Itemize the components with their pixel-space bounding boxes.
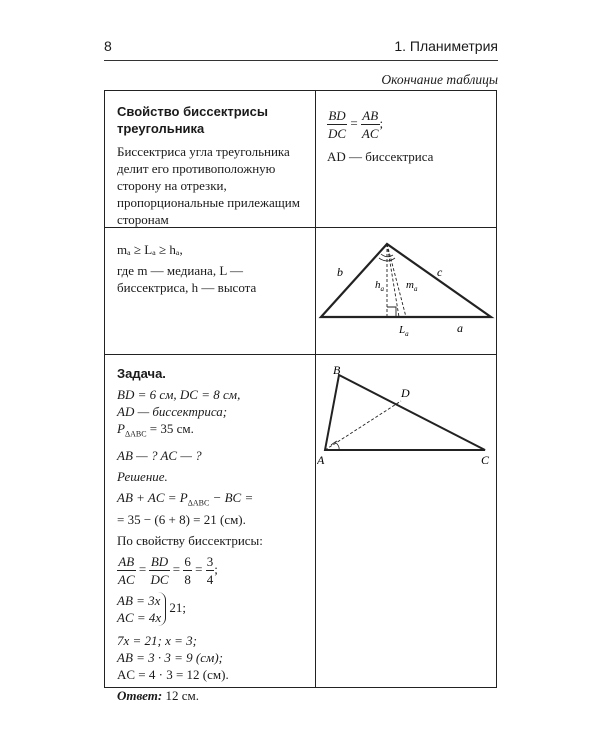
- formula-numerator-ab: AB: [362, 108, 379, 123]
- solution-step-2: = 35 − (6 + 8) = 21 (см).: [117, 512, 246, 528]
- side-c-label: c: [437, 265, 443, 279]
- bisector-label: $L_a$: [399, 324, 409, 338]
- formula-denominator-ac: AC: [361, 126, 379, 141]
- given-line-3: $P_{\Delta ABC} = 35$ см.: [117, 421, 194, 439]
- page-number: 8: [104, 38, 112, 54]
- solution-step-1: AB + AC = $P_{\Delta ABC}$ − BC =: [117, 489, 254, 508]
- chapter-title: 1. Планиметрия: [394, 38, 498, 54]
- table-caption: Окончание таблицы: [381, 72, 498, 87]
- side-a-label: a: [457, 321, 463, 335]
- calc-line-3: AC = 4 · 3 = 12 (см).: [117, 667, 229, 683]
- row2-left-cell: [117, 241, 305, 296]
- row1-right-cell: [327, 107, 487, 165]
- right-angle-mark: [387, 307, 396, 317]
- bisector-formula: [327, 107, 487, 142]
- median-label: $m_a$: [406, 279, 418, 293]
- header-rule: [104, 60, 498, 61]
- side-b-label: b: [337, 265, 343, 279]
- bisector-property-title: Свойство биссектрисы треугольника: [117, 104, 268, 136]
- bisector-property-description: Биссектриса угла треугольника делит его противоположную сторону на отрезки, пропорциональные прилежащим сторонам: [117, 144, 300, 227]
- median-bisector-height-inequality: mₐ ≥ Lₐ ≥ hₐ,: [117, 242, 183, 257]
- task-title: Задача.: [117, 366, 166, 381]
- formula-numerator-bd: BD: [328, 108, 346, 123]
- equation-system: AB = 3x AC = 4x 21;: [117, 593, 187, 626]
- point-d-label: D: [401, 386, 410, 400]
- calc-line-1: 7x = 21; x = 3;: [117, 633, 197, 649]
- height-label: $h_a$: [375, 279, 384, 293]
- row-divider: [105, 354, 496, 355]
- calc-line-2: AB = 3 · 3 = 9 (см);: [117, 650, 223, 666]
- row3-left-cell: [117, 365, 305, 704]
- property-text: По свойству биссектрисы:: [117, 533, 263, 549]
- vertex-a-label: A: [317, 453, 325, 467]
- bisector-line: [387, 244, 399, 317]
- solution-label: Решение.: [117, 468, 168, 484]
- vertex-c-label: C: [481, 453, 490, 467]
- formula-denominator-dc: DC: [328, 126, 347, 141]
- bisector-ad-line: [325, 401, 401, 450]
- given-line-2: AD — биссектриса;: [117, 404, 228, 419]
- task-triangle-figure: [317, 363, 496, 473]
- triangle-median-figure: [317, 231, 496, 351]
- vertex-b-label: B: [333, 363, 341, 377]
- formula-semicolon: ;: [379, 115, 384, 131]
- question-line: AB — ? AC — ?: [117, 447, 202, 463]
- formula-equals: =: [350, 115, 358, 131]
- inequality-explanation: где m — медиана, L — биссектриса, h — высота: [117, 263, 257, 295]
- answer-line: Ответ: 12 см.: [117, 688, 199, 704]
- theory-table: [104, 90, 497, 704]
- column-divider: [315, 91, 316, 687]
- row1-left-cell: [117, 103, 305, 228]
- bisector-note: AD — биссектриса: [327, 149, 434, 164]
- given-line-1: BD = 6 см, DC = 8 см,: [117, 387, 241, 402]
- ratio-equation: $\frac{AB}{AC}$ = $\frac{BD}{DC}$ = $\frac{6}{8}$ = $\frac{3}{4}$ ;: [118, 554, 218, 588]
